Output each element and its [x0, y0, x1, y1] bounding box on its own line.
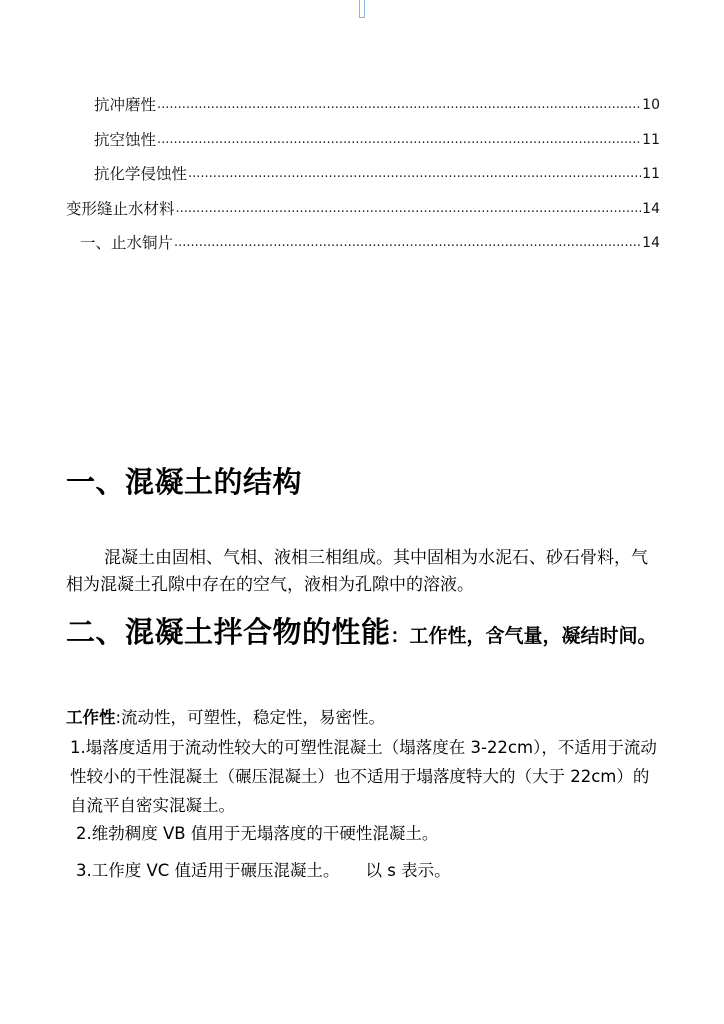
toc-leader-dots — [176, 199, 642, 219]
toc-entry[interactable] — [66, 226, 660, 261]
toc-entry[interactable] — [66, 123, 660, 158]
structure-paragraph — [66, 545, 660, 599]
structure-paragraph-text: 混凝土由固相、气相、液相三相组成。其中固相为水泥石、砂石骨料，气相为混凝土孔隙中存在的空气，液相为孔隙中的溶液。 — [66, 548, 648, 595]
section-heading-mixture — [66, 614, 660, 655]
toc-entry-page: 10 — [642, 97, 660, 114]
toc-entry-page: 14 — [642, 235, 660, 252]
section-heading-mixture-main: 二、混凝土拌合物的性能 — [66, 615, 391, 649]
list-item-vebe: 2.维勃稠度 VB 值用于无塌落度的干硬性混凝土。 — [76, 824, 439, 843]
workability-line — [66, 706, 385, 730]
toc-entry-title: 抗冲磨性 — [94, 96, 157, 115]
toc-entry[interactable] — [66, 192, 660, 227]
workability-text: :流动性，可塑性，稳定性，易密性。 — [115, 708, 386, 727]
section-heading-mixture-sub: ：工作性，含气量，凝结时间。 — [390, 625, 657, 647]
section-heading-structure: 一、混凝土的结构 — [66, 465, 303, 499]
list-item-vc-unit: 以 s 表示。 — [365, 861, 451, 880]
toc-entry-title: 抗空蚀性 — [94, 130, 157, 149]
toc-leader-dots — [174, 233, 641, 253]
toc-entry-title: 变形缝止水材料 — [66, 199, 175, 218]
toc-leader-dots — [157, 130, 641, 150]
toc-entry[interactable] — [66, 88, 660, 123]
toc-entry-title: 一、止水铜片 — [80, 234, 174, 253]
toc-entry-title: 抗化学侵蚀性 — [94, 165, 188, 184]
toc-entry-page: 11 — [642, 166, 660, 183]
toc-entry-page: 11 — [642, 131, 660, 148]
toc-leader-dots — [157, 95, 641, 115]
toc-entry[interactable] — [66, 157, 660, 192]
list-item-vc — [76, 856, 451, 885]
workability-label: 工作性 — [66, 708, 116, 727]
table-of-contents — [66, 88, 660, 261]
list-item-vc-text: 3.工作度 VC 值适用于碾压混凝土。 — [76, 861, 340, 880]
toc-entry-page: 14 — [642, 200, 660, 217]
list-item-slump: 1.塌落度适用于流动性较大的可塑性混凝土（塌落度在 3-22cm），不适用于流动性较小的干性混凝土（碾压混凝土）也不适用于塌落度特大的（大于 22cm）的自流平自密实混凝土。 — [70, 738, 657, 815]
text-cursor-marker — [359, 0, 365, 18]
toc-leader-dots — [188, 164, 641, 184]
